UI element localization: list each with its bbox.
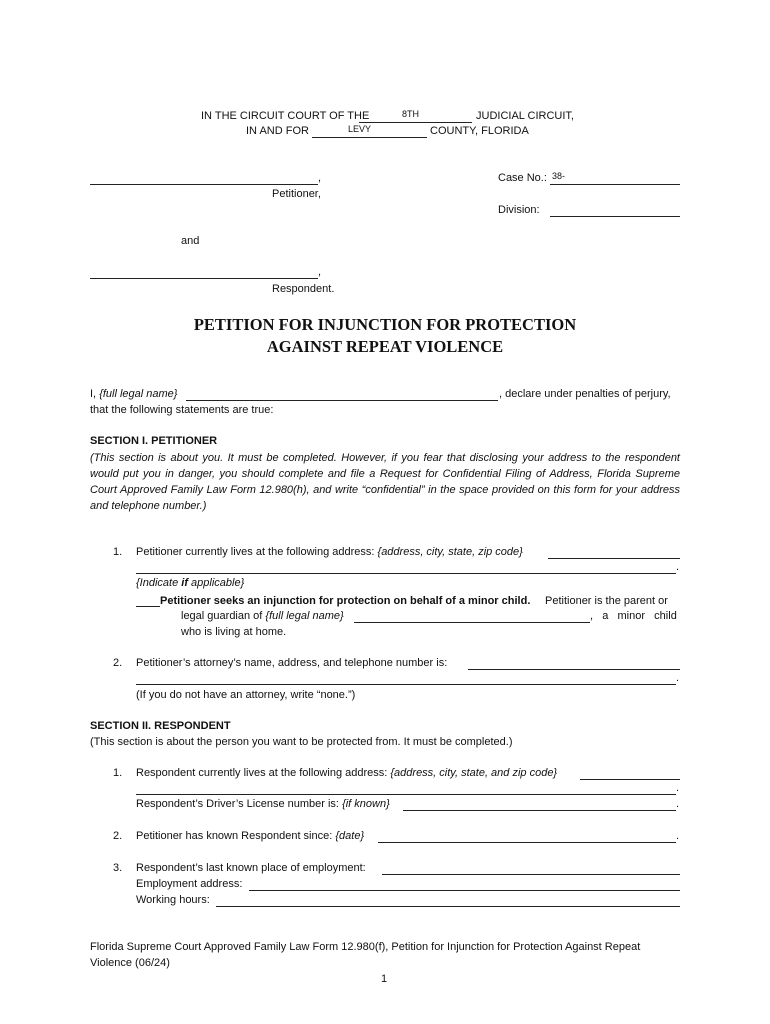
s2-item3-text: Respondent’s last known place of employment: (136, 862, 366, 874)
guardian-prefix: legal guardian of {full legal name} (181, 610, 344, 622)
section1-instructions: (This section is about you. It must be completed. However, if you fear that disclosing your address to the respondent would put you in danger, you should complete and file a Request for Confidential Filing of Address, Florida Supreme Court Approved Family Law Form 12.980(h), and write “confidential” in the space provided on this form for your address and telephone number.) (90, 452, 680, 512)
attorney-info-line1[interactable] (468, 669, 680, 670)
court-caption-line1-left: IN THE CIRCUIT COURT OF THE (201, 110, 370, 122)
respondent-label: Respondent. (272, 283, 335, 295)
attorney-info-line2[interactable] (136, 684, 676, 685)
attorney-note: (If you do not have an attorney, write “none.”) (136, 689, 356, 701)
address-period: . (676, 561, 680, 573)
parent-or-text: Petitioner is the parent or (545, 595, 668, 607)
division-field-line[interactable] (550, 216, 680, 217)
living-at-home-text: who is living at home. (181, 626, 287, 638)
court-caption-line1-right: JUDICIAL CIRCUIT, (476, 110, 574, 122)
license-period: . (676, 798, 680, 810)
case-no-field-line[interactable] (550, 184, 680, 185)
respondent-name-line[interactable] (90, 278, 318, 279)
known-since-period: . (676, 830, 680, 842)
form-footer-line2: Violence (06/24) (90, 957, 170, 969)
court-caption-line2-left: IN AND FOR (246, 125, 309, 137)
attorney-period: . (676, 672, 680, 684)
circuit-field-value[interactable]: 8TH (402, 109, 420, 119)
drivers-license-line[interactable] (403, 810, 676, 811)
s1-item1-label: Petitioner currently lives at the following address: (136, 546, 375, 558)
s1-item1-hint: {address, city, state, zip code} (377, 546, 523, 558)
declaration-i: I, (90, 388, 97, 400)
minor-child-checkline[interactable] (136, 606, 160, 607)
respondent-comma: , (318, 266, 322, 278)
court-caption-line2-right: COUNTY, FLORIDA (430, 125, 529, 137)
known-since-line[interactable] (378, 842, 676, 843)
s2-item1-text: Respondent currently lives at the following address: {address, city, state, and zip code} (136, 767, 558, 779)
declaration-line2: that the following statements are true: (90, 404, 274, 416)
full-legal-name-line[interactable] (186, 400, 498, 401)
respondent-address-line1[interactable] (580, 779, 680, 780)
s2-item2-number: 2. (113, 830, 123, 842)
and-label: and (181, 235, 200, 247)
section2-instructions: (This section is about the person you want to be protected from. It must be completed.) (90, 736, 513, 748)
s1-item2-number: 2. (113, 657, 123, 669)
respondent-address-line2[interactable] (136, 794, 676, 795)
employment-address-line[interactable] (249, 890, 680, 891)
s1-item2-text: Petitioner’s attorney’s name, address, and telephone number is: (136, 657, 448, 669)
employment-place-line[interactable] (382, 874, 680, 875)
declaration-suffix: , declare under penalties of perjury, (499, 388, 671, 400)
case-no-label: Case No.: (498, 172, 547, 184)
case-no-value[interactable]: 38- (552, 171, 566, 181)
circuit-field-line[interactable] (359, 122, 472, 123)
respondent-address-period: . (676, 782, 680, 794)
employment-address-label: Employment address: (136, 878, 243, 890)
working-hours-label: Working hours: (136, 894, 210, 906)
minor-child-statement: Petitioner seeks an injunction for protection on behalf of a minor child. (160, 595, 531, 607)
petition-title-line1: PETITION FOR INJUNCTION FOR PROTECTION (193, 315, 577, 334)
s2-item1-number: 1. (113, 767, 123, 779)
guardian-hint: {full legal name} (265, 610, 344, 622)
minor-child-name-line[interactable] (354, 622, 590, 623)
petitioner-label: Petitioner, (272, 188, 321, 200)
petitioner-address-line2[interactable] (136, 573, 676, 574)
license-hint: {if known} (342, 798, 390, 810)
section2-heading: SECTION II. RESPONDENT (90, 720, 231, 732)
section1-heading: SECTION I. PETITIONER (90, 435, 218, 447)
indicate-applicable: {Indicate if applicable} (136, 577, 245, 589)
declaration-hint: {full legal name} (99, 388, 178, 400)
license-text: Respondent’s Driver’s License number is: {if known} (136, 798, 390, 810)
petitioner-comma: , (318, 172, 322, 184)
s2-item1-hint: {address, city, state, and zip code} (390, 767, 558, 779)
minor-child-suffix: , a minor child (590, 610, 677, 622)
s2-item2-text: Petitioner has known Respondent since: {date} (136, 830, 365, 842)
county-field-value[interactable]: LEVY (348, 124, 372, 134)
s2-item3-number: 3. (113, 862, 123, 874)
declaration-prefix (90, 387, 177, 402)
page-number: 1 (381, 973, 388, 985)
working-hours-line[interactable] (216, 906, 680, 907)
division-label: Division: (498, 204, 540, 216)
petitioner-address-line1[interactable] (548, 558, 680, 559)
petitioner-name-line[interactable] (90, 184, 318, 185)
s1-item1-text (136, 545, 523, 560)
s1-item1-number: 1. (113, 546, 123, 558)
s2-item2-hint: {date} (335, 830, 365, 842)
form-footer-line1: Florida Supreme Court Approved Family Law Form 12.980(f), Petition for Injunction for Protection Against Repeat (90, 941, 641, 953)
county-field-line[interactable] (312, 137, 427, 138)
petition-title-line2: AGAINST REPEAT VIOLENCE (266, 337, 504, 356)
